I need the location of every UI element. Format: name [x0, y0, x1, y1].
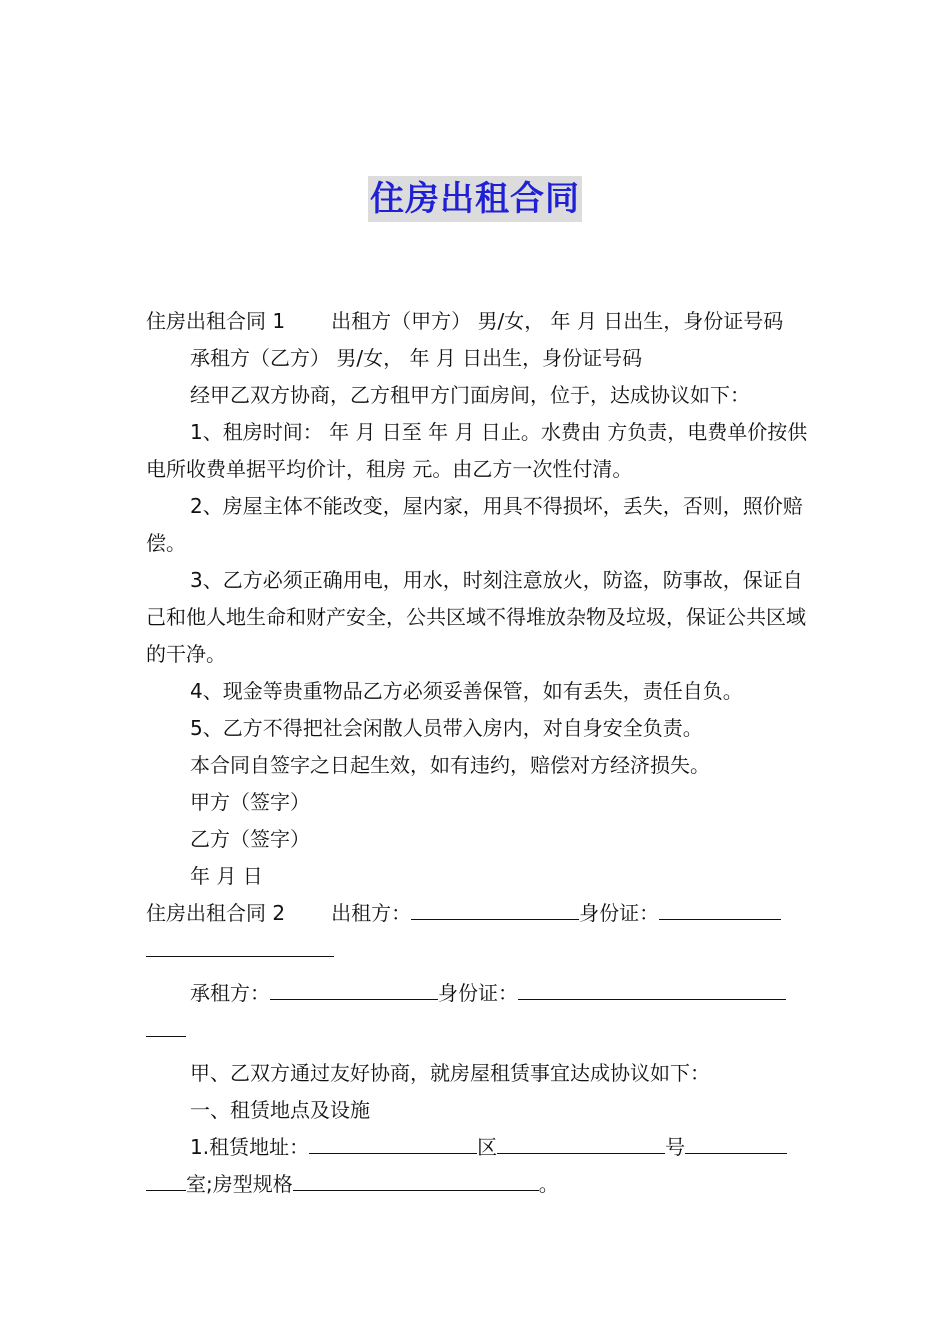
contract1-lessee-line: 承租方（乙方） 男/女， 年 月 日出生，身份证号码 — [190, 346, 643, 370]
contract1-effective: 本合同自签字之日起生效，如有违约，赔偿对方经济损失。 — [190, 753, 710, 777]
lessor-name-blank — [411, 898, 579, 920]
contract2-lessee-paragraph — [146, 975, 818, 1049]
number-blank — [685, 1132, 787, 1154]
contract1-clause-4: 4、现金等贵重物品乙方必须妥善保管，如有丢失，责任自负。 — [190, 679, 743, 703]
lessee-name-blank — [270, 978, 438, 1000]
contract2-section-1: 一、租赁地点及设施 — [190, 1098, 370, 1122]
contract1-party-a-sign: 甲方（签字） — [190, 790, 310, 814]
room-blank — [146, 1169, 186, 1191]
contract1-clause-3: 3、乙方必须正确用电，用水，时刻注意放火，防盗，防事故，保证自己和他人地生命和财产安全，公共区域不得堆放杂物及垃圾，保证公共区域的干净。 — [146, 568, 806, 666]
contract2-lessee-id-label: 身份证： — [438, 981, 518, 1005]
document-body — [146, 303, 818, 1203]
room-type-blank — [293, 1169, 539, 1191]
address-blank — [309, 1132, 477, 1154]
contract1-heading: 住房出租合同 1 — [146, 309, 286, 333]
contract1-clause-1: 1、租房时间： 年 月 日至 年 月 日止。水费由 方负责，电费单价按供电所收费单据平均价计，租房 元。由乙方一次性付清。 — [146, 420, 808, 481]
contract1-heading-paragraph — [146, 303, 818, 340]
contract1-lessor-line: 出租方（甲方） 男/女， 年 月 日出生，身份证号码 — [331, 309, 784, 333]
contract2-heading-paragraph — [146, 895, 818, 969]
end-mark: 。 — [538, 1172, 559, 1196]
contract2-lessee-label: 承租方： — [190, 981, 270, 1005]
contract2-lessor-id-label: 身份证： — [579, 901, 660, 925]
contract2-lessor-label: 出租方： — [331, 901, 412, 925]
contract1-date: 年 月 日 — [190, 864, 263, 888]
contract1-clause-5: 5、乙方不得把社会闲散人员带入房内，对自身安全负责。 — [190, 716, 703, 740]
contract1-intro: 经甲乙双方协商，乙方租甲方门面房间，位于，达成协议如下： — [190, 383, 750, 407]
contract2-intro: 甲、乙双方通过友好协商，就房屋租赁事宜达成协议如下： — [190, 1061, 710, 1085]
room-label: 室;房型规格 — [186, 1172, 293, 1196]
title-container — [0, 176, 950, 222]
lessor-id-blank — [659, 898, 781, 920]
contract2-address-paragraph — [146, 1129, 818, 1203]
lessor-id-blank-continued — [146, 935, 334, 957]
contract1-clause-2: 2、房屋主体不能改变，屋内家，用具不得损坏，丢失，否则，照价赔偿。 — [146, 494, 803, 555]
lessee-id-blank — [518, 978, 786, 1000]
district-blank — [497, 1132, 665, 1154]
lessee-id-blank-continued — [146, 1015, 186, 1037]
document-title: 住房出租合同 — [368, 176, 582, 222]
contract1-party-b-sign: 乙方（签字） — [190, 827, 310, 851]
number-label: 号 — [665, 1135, 686, 1159]
district-label: 区 — [477, 1135, 498, 1159]
address-label: 1.租赁地址： — [190, 1135, 310, 1159]
contract2-heading: 住房出租合同 2 — [146, 901, 286, 925]
